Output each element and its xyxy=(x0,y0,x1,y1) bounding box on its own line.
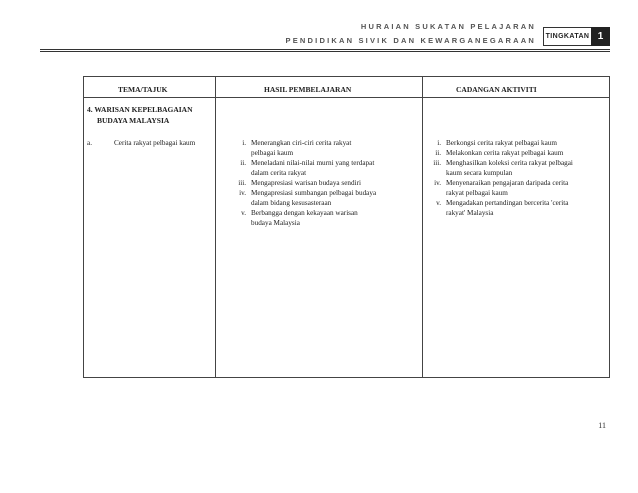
activity-num: iii. xyxy=(433,159,441,167)
activity-num: ii. xyxy=(435,149,441,157)
header-rule-top xyxy=(40,49,610,50)
outcome-text: Menerangkan ciri-ciri cerita rakyat xyxy=(251,139,352,147)
activity-item xyxy=(422,178,607,198)
topic-line2: BUDAYA MALAYSIA xyxy=(97,116,170,125)
activity-item xyxy=(422,148,607,158)
activity-text: Menyenaraikan pengajaran daripada cerita xyxy=(446,179,569,187)
outcome-item xyxy=(227,208,422,228)
activities-list xyxy=(422,138,607,218)
outcome-num: v. xyxy=(241,209,246,217)
outcome-text: Meneladani nilai-nilai murni yang terdapat xyxy=(251,159,375,167)
outcome-text: dalam cerita rakyat xyxy=(251,169,307,177)
column-header-activities: CADANGAN AKTIVITI xyxy=(456,85,537,94)
activity-text: Melakonkan cerita rakyat pelbagai kaum xyxy=(446,149,564,157)
activity-num: i. xyxy=(437,139,441,147)
activity-item xyxy=(422,138,607,148)
subtopic-item xyxy=(87,138,237,148)
activity-num: iv. xyxy=(434,179,441,187)
outcome-item xyxy=(227,178,422,188)
column-header-outcomes: HASIL PEMBELAJARAN xyxy=(264,85,352,94)
activity-item xyxy=(422,198,607,218)
outcome-num: iii. xyxy=(238,179,246,187)
outcome-num: i. xyxy=(242,139,246,147)
topic-line1: WARISAN KEPELBAGAIAN xyxy=(94,105,193,114)
column-divider-1 xyxy=(215,77,216,377)
subtopic-text: Cerita rakyat pelbagai kaum xyxy=(114,139,196,147)
outcome-text: pelbagai kaum xyxy=(251,149,294,157)
column-divider-2 xyxy=(422,77,423,377)
header-title-line1: HURAIAN SUKATAN PELAJARAN xyxy=(360,22,536,31)
activity-num: v. xyxy=(436,199,441,207)
header-row-divider xyxy=(84,97,609,98)
outcome-item xyxy=(227,138,422,158)
topic-number: 4. xyxy=(87,105,93,114)
learning-outcomes-list xyxy=(227,138,422,228)
activity-text: Berkongsi cerita rakyat pelbagai kaum xyxy=(446,139,557,147)
outcome-text: Mengapresiasi warisan budaya sendiri xyxy=(251,179,361,187)
activity-item xyxy=(422,158,607,178)
page-number: 11 xyxy=(598,421,606,430)
outcome-num: ii. xyxy=(240,159,246,167)
header-title-line2: PENDIDIKAN SIVIK DAN KEWARGANEGARAAN xyxy=(285,36,536,45)
outcome-text: budaya Malaysia xyxy=(251,219,300,227)
header-rule-bottom xyxy=(40,51,610,52)
activity-text: rakyat pelbagai kaum xyxy=(446,189,508,197)
badge-number: 1 xyxy=(591,27,610,46)
form-level-badge xyxy=(543,27,610,46)
badge-label: TINGKATAN xyxy=(543,27,591,46)
outcome-num: iv. xyxy=(239,189,246,197)
outcome-text: Mengapresiasi sumbangan pelbagai budaya xyxy=(251,189,377,197)
topic-heading xyxy=(87,104,193,126)
outcome-item xyxy=(227,158,422,178)
activity-text: Mengadakan pertandingan bercerita 'cerita xyxy=(446,199,569,207)
syllabus-table xyxy=(83,76,610,378)
outcome-item xyxy=(227,188,422,208)
activity-text: Menghasilkan koleksi cerita rakyat pelbagai xyxy=(446,159,573,167)
outcome-text: dalam bidang kesusasteraan xyxy=(251,199,332,207)
activity-text: rakyat' Malaysia xyxy=(446,209,494,217)
activity-text: kaum secara kumpulan xyxy=(446,169,513,177)
column-header-theme: TEMA/TAJUK xyxy=(118,85,168,94)
outcome-text: Berbangga dengan kekayaan warisan xyxy=(251,209,358,217)
subtopic-marker: a. xyxy=(87,139,92,147)
